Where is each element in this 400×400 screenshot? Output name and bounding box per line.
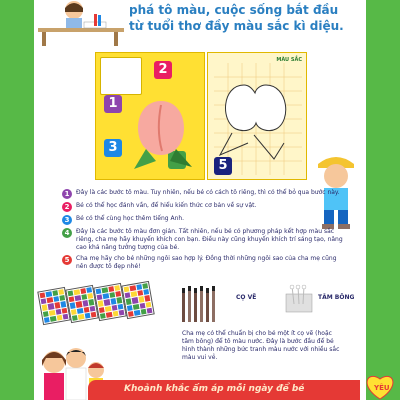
step-number: 3 bbox=[62, 215, 72, 225]
step-4 bbox=[62, 228, 344, 252]
footer-ribbon bbox=[88, 380, 360, 400]
step-2 bbox=[62, 202, 344, 212]
girl-at-desk-illustration bbox=[34, 0, 126, 46]
step-text: Bé có thể cùng học thêm tiếng Anh. bbox=[76, 215, 185, 222]
book-page-right bbox=[207, 52, 307, 180]
cotton-swab-label: TĂM BÔNG bbox=[318, 294, 355, 301]
footer-ribbon-text: Khoảnh khắc ấm áp mỗi ngày để bé bbox=[124, 384, 305, 394]
headline bbox=[129, 2, 349, 34]
step-number: 5 bbox=[62, 255, 72, 265]
step-text: Cha mẹ hãy cho bé những ngôi sao hợp lý. Đồng thời những ngôi sao của cha mẹ cũng nên được tô đẹp nhé! bbox=[76, 255, 337, 270]
left-green-border bbox=[0, 0, 34, 400]
headline-line-1: phá tô màu, cuộc sống bắt đầu bbox=[129, 3, 339, 17]
step-1 bbox=[62, 189, 344, 199]
book-page-left bbox=[95, 52, 205, 180]
badge-3: 3 bbox=[104, 139, 122, 157]
step-number: 2 bbox=[62, 202, 72, 212]
header bbox=[34, 0, 366, 46]
sticker-sheets-illustration bbox=[40, 283, 160, 343]
headline-line-2: từ tuổi thơ đầy màu sắc kì diệu. bbox=[129, 19, 344, 33]
step-text: Đây là các bước tô màu. Tuy nhiên, nếu bé có cách tô riêng, thì có thể bỏ qua bước này. bbox=[76, 189, 340, 196]
tip-text: Cha mẹ có thể chuẩn bị cho bé một ít cọ vẽ (hoặc tăm bông) để tô màu nước. Đây là bước đầu để bé hình thành những bức tranh màu nước với nhiều sắc màu vui vẻ. bbox=[182, 330, 340, 361]
right-green-border bbox=[366, 0, 400, 400]
heart-text: YÊU bbox=[374, 384, 390, 392]
badge-5: 5 bbox=[214, 157, 232, 175]
peach-illustration bbox=[126, 91, 196, 171]
sticker-sheet bbox=[121, 281, 154, 319]
step-text: Bé có thể học đánh vần, để hiểu kiến thức cơ bản về sự vật. bbox=[76, 202, 257, 209]
instructions-panel bbox=[100, 57, 142, 95]
badge-2: 2 bbox=[154, 61, 172, 79]
step-number: 4 bbox=[62, 228, 72, 238]
step-3 bbox=[62, 215, 344, 225]
step-number: 1 bbox=[62, 189, 72, 199]
badge-1: 1 bbox=[104, 95, 122, 113]
cotton-swab-illustration bbox=[284, 284, 314, 314]
steps-list bbox=[62, 189, 344, 274]
step-text: Đây là các bước tô màu đơn giản. Tất nhiên, nếu bé có phương pháp kết hợp màu sắc riêng, cha mẹ hãy khuyến khích con bạn. Điều này cũng khuyến khích trí sáng tạo, nâng cao khả năng tưởng tượng của bé. bbox=[76, 228, 343, 251]
brush-label: CỌ VẼ bbox=[236, 294, 257, 301]
paint-brushes-illustration bbox=[176, 284, 226, 326]
color-tag: MÀU SẮC bbox=[276, 57, 302, 63]
step-5 bbox=[62, 255, 344, 271]
